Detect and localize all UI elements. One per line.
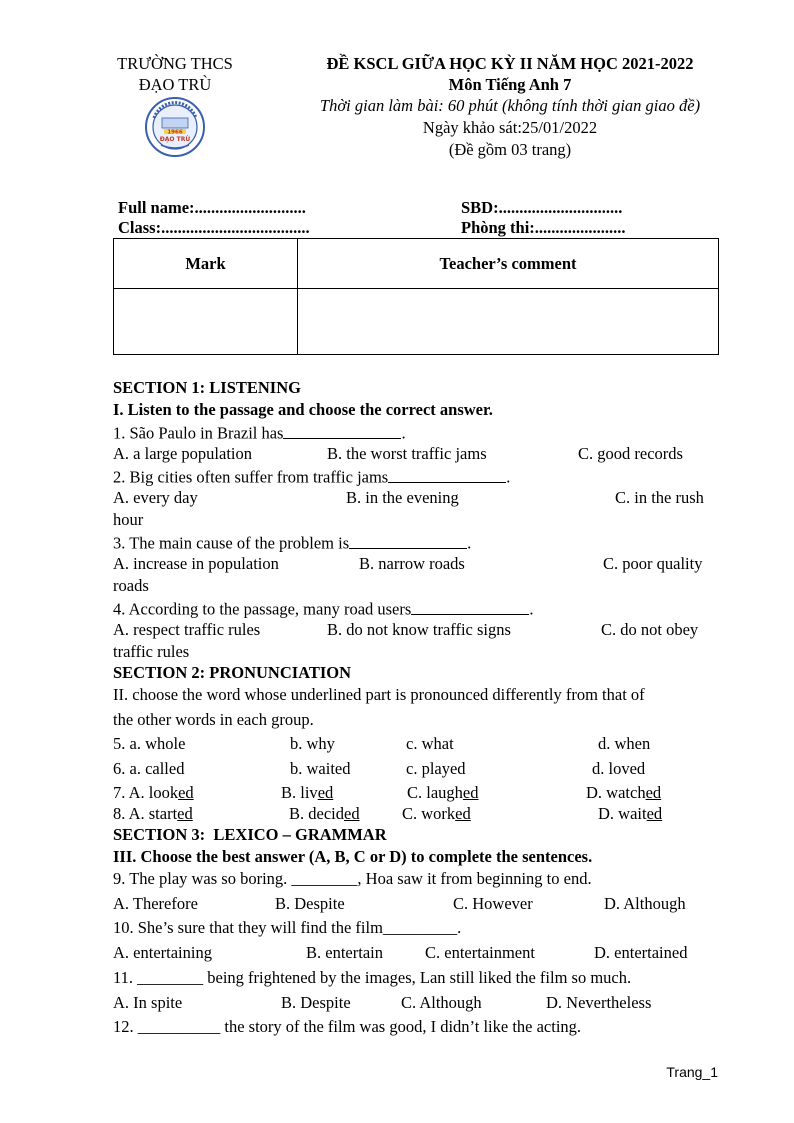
school-name-line2: ĐẠO TRÙ [138,75,212,94]
q9-option-a[interactable]: A. Therefore [113,894,198,913]
mark-header: Mark [114,239,298,289]
question-4: 4. According to the passage, many road users . [113,597,533,619]
mark-cell[interactable] [114,289,298,355]
q6-option-c[interactable]: c. played [406,759,466,778]
q7-option-b[interactable]: B. lived [281,783,334,802]
exam-page-count: (Đề gồm 03 trang) [448,140,572,159]
page-number: Trang_1 [666,1064,718,1080]
q3-option-b[interactable]: B. narrow roads [359,554,465,573]
section2-instruction-line2: the other words in each group. [113,710,314,729]
q5-option-d[interactable]: d. when [598,734,651,753]
q11-option-c[interactable]: C. Although [401,993,482,1012]
section1-instruction: I. Listen to the passage and choose the correct answer. [113,400,493,419]
q10-option-d[interactable]: D. entertained [594,943,688,962]
q5-option-c[interactable]: c. what [406,734,454,753]
question-9: 9. The play was so boring. ________, Hoa saw it from beginning to end. [113,869,592,888]
room-field[interactable]: Phòng thi:...................... [461,218,626,237]
svg-text:ĐẠO TRÙ: ĐẠO TRÙ [159,136,191,143]
question-10: 10. She’s sure that they will find the film_________. [113,918,462,937]
question-1: 1. São Paulo in Brazil has . [113,421,406,443]
exam-date: Ngày khảo sát:25/01/2022 [422,118,598,137]
q6-option-a[interactable]: 6. a. called [113,759,185,778]
q4-option-b[interactable]: B. do not know traffic signs [327,620,511,639]
section2-title: SECTION 2: PRONUNCIATION [113,663,352,682]
q5-option-a[interactable]: 5. a. whole [113,734,186,753]
section3-instruction: III. Choose the best answer (A, B, C or D) to complete the sentences. [113,847,593,866]
q8-option-b[interactable]: B. decided [289,804,360,823]
school-name-line1: TRƯỜNG THCS [117,54,233,73]
question-3: 3. The main cause of the problem is . [113,531,471,553]
q6-option-b[interactable]: b. waited [290,759,351,778]
q9-option-d[interactable]: D. Although [604,894,686,913]
q2-option-c-continued: hour [113,510,144,529]
q8-option-c[interactable]: C. worked [402,804,471,823]
class-field[interactable]: Class:.................................... [118,218,310,237]
q4-option-a[interactable]: A. respect traffic rules [113,620,261,639]
q4-option-c-continued: traffic rules [113,642,190,661]
question-11: 11. ________ being frightened by the images, Lan still liked the film so much. [113,968,632,987]
q3-option-a[interactable]: A. increase in population [113,554,279,573]
question-12: 12. __________ the story of the film was good, I didn’t like the acting. [113,1017,582,1036]
q10-option-c[interactable]: C. entertainment [425,943,535,962]
q7-option-c[interactable]: C. laughed [407,783,479,802]
q1-option-b[interactable]: B. the worst traffic jams [327,444,487,463]
q1-option-c[interactable]: C. good records [578,444,683,463]
question-2: 2. Big cities often suffer from traffic jams . [113,465,510,487]
q9-option-c[interactable]: C. However [453,894,533,913]
q4-option-c[interactable]: C. do not obey [601,620,699,639]
q9-option-b[interactable]: B. Despite [275,894,345,913]
teacher-comment-cell[interactable] [298,289,719,355]
exam-title: ĐỀ KSCL GIỮA HỌC KỲ II NĂM HỌC 2021-2022 [326,54,694,73]
exam-subject: Môn Tiếng Anh 7 [448,75,572,94]
q2-option-b[interactable]: B. in the evening [346,488,459,507]
q2-option-a[interactable]: A. every day [113,488,198,507]
q7-option-d[interactable]: D. watched [586,783,662,802]
q11-option-a[interactable]: A. In spite [113,993,183,1012]
q8-option-a[interactable]: 8. A. started [113,804,193,823]
q6-option-d[interactable]: d. loved [592,759,646,778]
q5-option-b[interactable]: b. why [290,734,335,753]
q10-option-a[interactable]: A. entertaining [113,943,212,962]
mark-table [113,238,719,355]
svg-text:1966: 1966 [167,129,183,136]
q10-option-b[interactable]: B. entertain [306,943,383,962]
section2-instruction-line1: II. choose the word whose underlined part is pronounced differently from that of [113,685,645,704]
q1-option-a[interactable]: A. a large population [113,444,252,463]
q2-option-c[interactable]: C. in the rush [615,488,704,507]
full-name-field[interactable]: Full name:........................... [118,198,306,217]
school-seal-logo-icon [144,96,206,158]
q8-option-d[interactable]: D. waited [598,804,663,823]
section1-title: SECTION 1: LISTENING [113,378,301,397]
q7-option-a[interactable]: 7. A. looked [113,783,194,802]
section3-title: SECTION 3: LEXICO – GRAMMAR [113,825,387,844]
q3-option-c[interactable]: C. poor quality [603,554,703,573]
teacher-comment-header: Teacher’s comment [298,239,719,289]
q11-option-d[interactable]: D. Nevertheless [546,993,652,1012]
exam-duration: Thời gian làm bài: 60 phút (không tính thời gian giao đề) [319,96,701,115]
q3-option-c-continued: roads [113,576,149,595]
sbd-field[interactable]: SBD:.............................. [461,198,623,217]
q11-option-b[interactable]: B. Despite [281,993,351,1012]
